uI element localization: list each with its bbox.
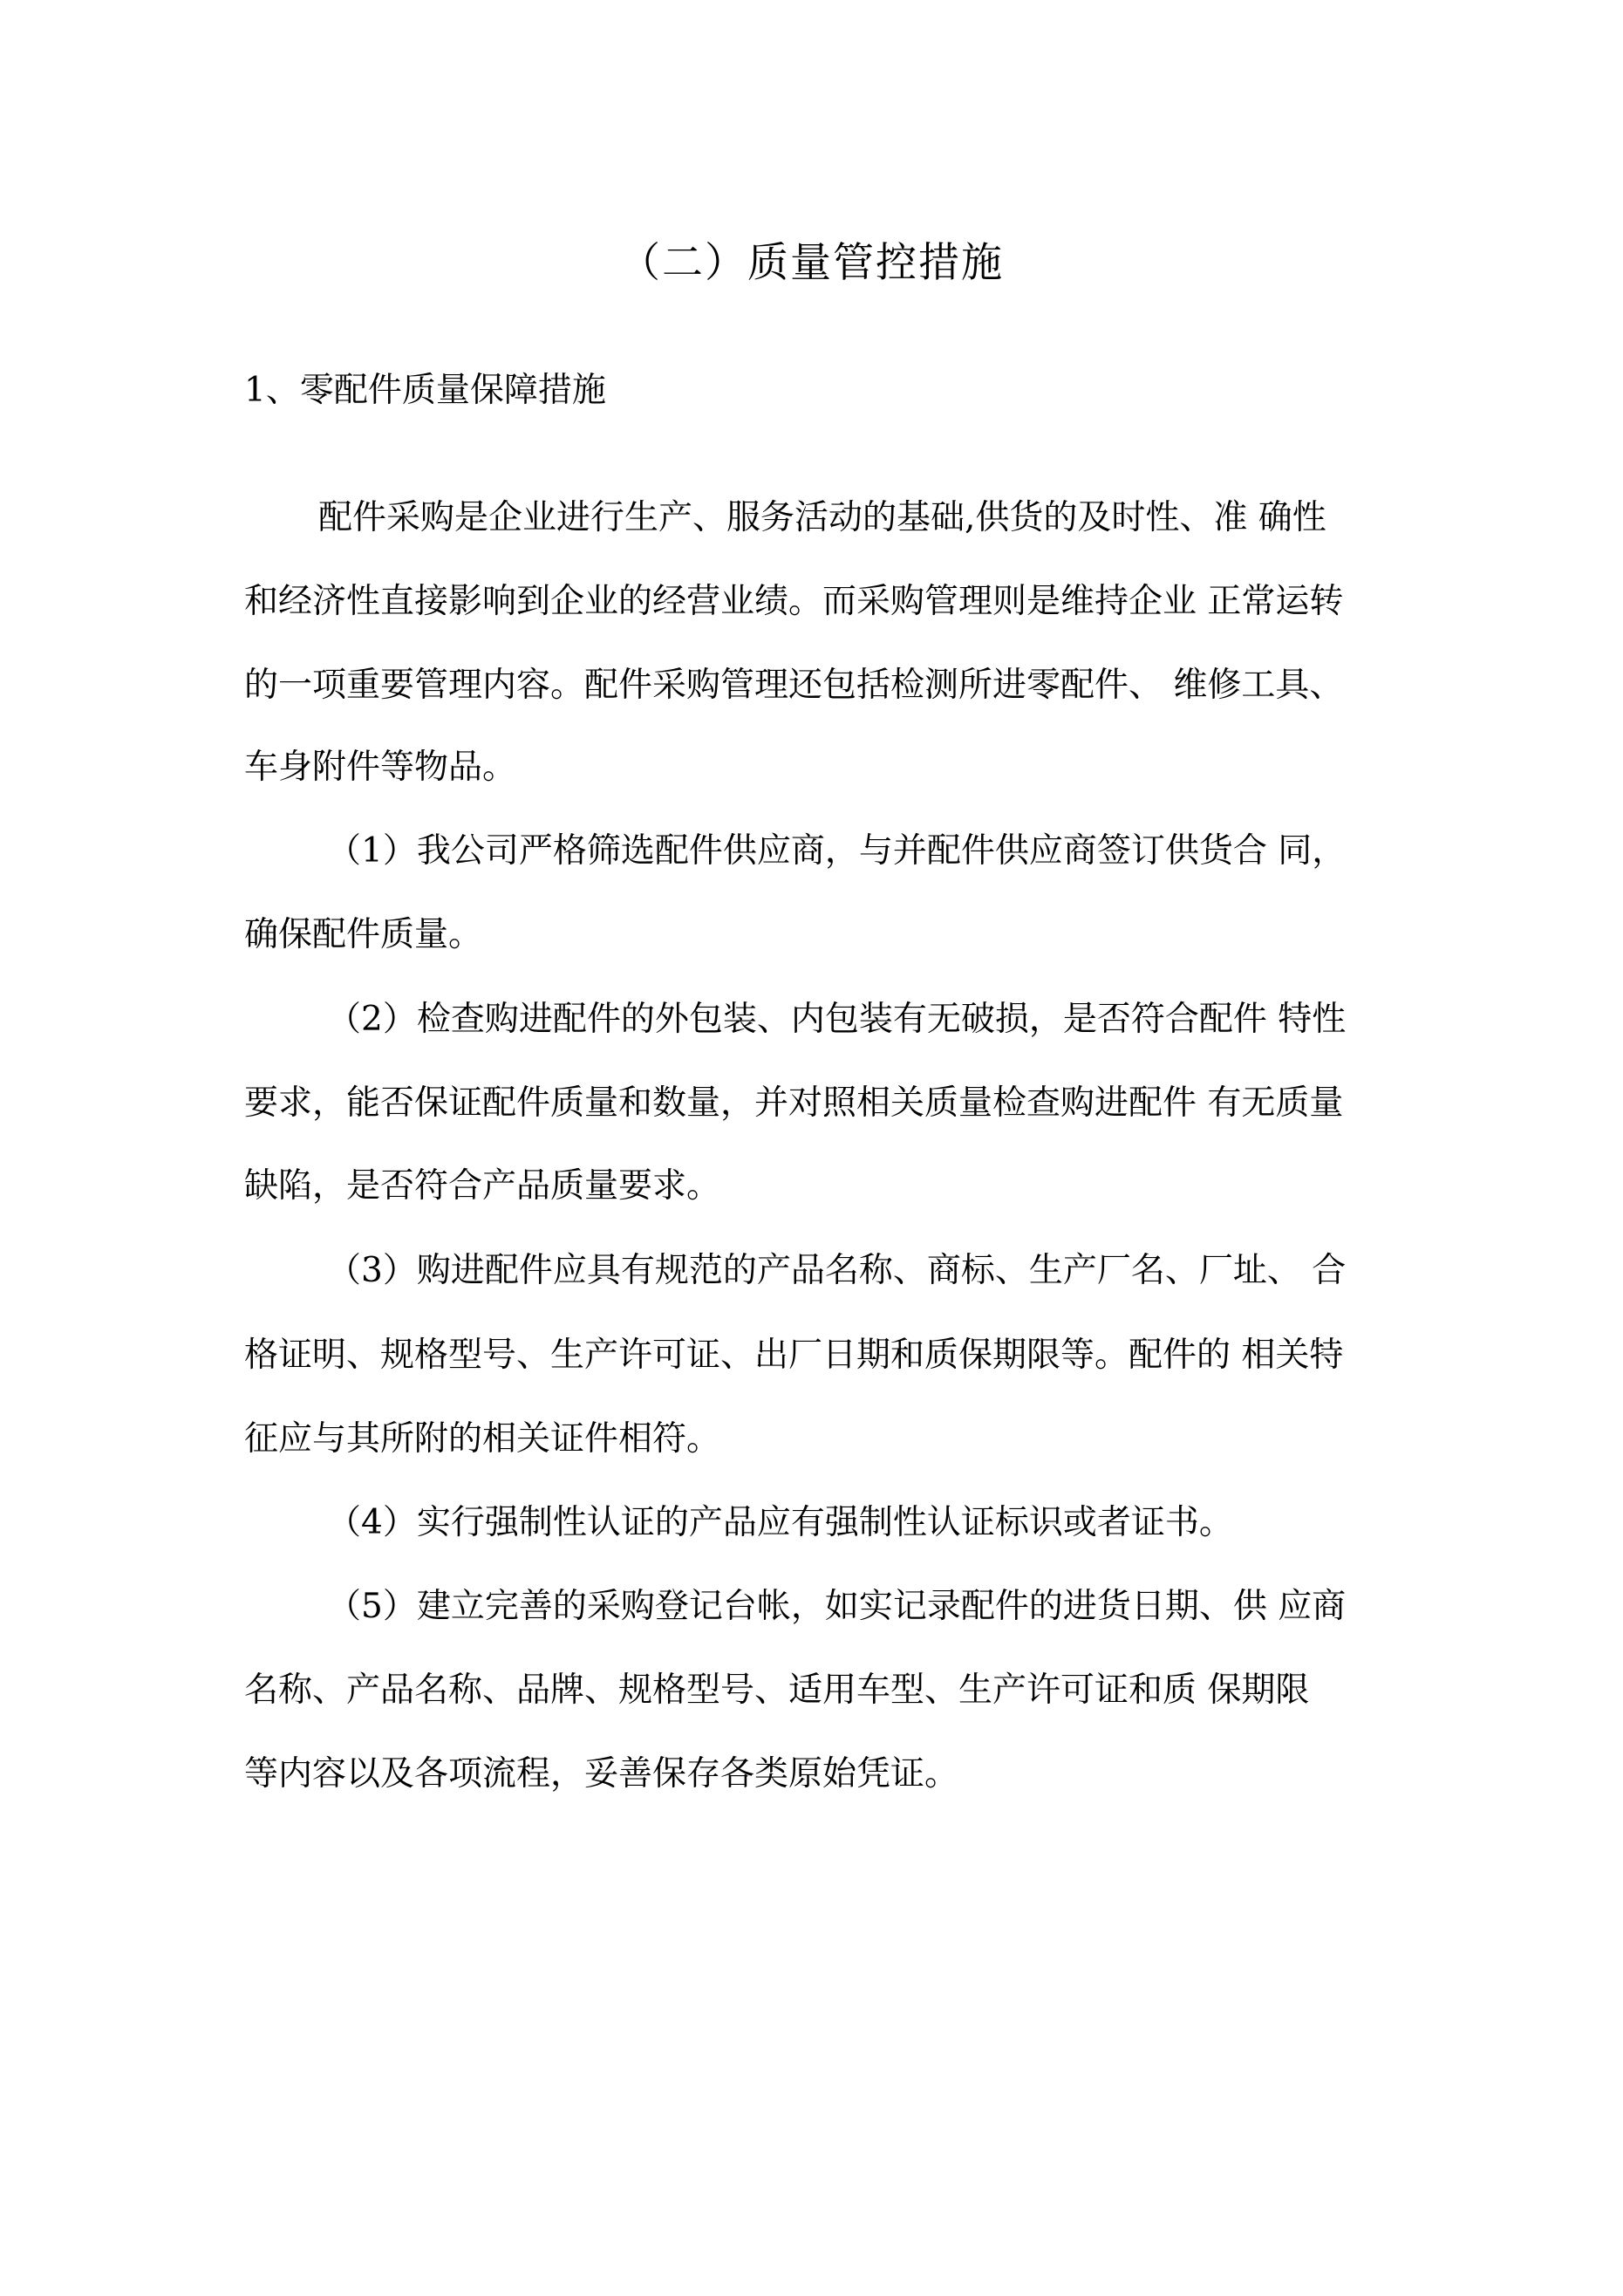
paragraph-1-line-2: 和经济性直接影响到企业的经营业绩。而采购管理则是维持企业 正常运转 [244, 582, 1344, 621]
paragraph-2-line-2: 确保配件质量。 [244, 915, 483, 954]
paragraph-6-line-3: 等内容以及各项流程，妥善保存各类原始凭证。 [244, 1754, 959, 1794]
paragraph-1-line-1: 配件采购是企业进行生产、服务活动的基础,供货的及时性、准 确性 [318, 498, 1326, 537]
paragraph-1-line-3: 的一项重要管理内容。配件采购管理还包括检测所进零配件、 维修工具、 [244, 666, 1344, 705]
paragraph-2-line-1: （1）我公司严格筛选配件供应商，与并配件供应商签订供货合 同， [327, 831, 1347, 871]
paragraph-1-line-4: 车身附件等物品。 [244, 748, 517, 787]
paragraph-3-line-2: 要求，能否保证配件质量和数量，并对照相关质量检查购进配件 有无质量 [244, 1083, 1344, 1123]
paragraph-3-line-3: 缺陷，是否符合产品质量要求。 [244, 1166, 721, 1206]
page-title: （二）质量管控措施 [619, 239, 1004, 287]
paragraph-6-line-2: 名称、产品名称、品牌、规格型号、适用车型、生产许可证和质 保期限 [244, 1671, 1310, 1710]
section-heading: 1、零配件质量保障措施 [244, 371, 606, 410]
paragraph-5-line-1: （4）实行强制性认证的产品应有强制性认证标识或者证书。 [327, 1503, 1233, 1542]
paragraph-6-line-1: （5）建立完善的采购登记台帐，如实记录配件的进货日期、供 应商 [327, 1587, 1347, 1626]
paragraph-4-line-1: （3）购进配件应具有规范的产品名称、商标、生产厂名、厂址、 合 [327, 1251, 1347, 1290]
paragraph-4-line-3: 征应与其所附的相关证件相符。 [244, 1419, 721, 1459]
paragraph-3-line-1: （2）检查购进配件的外包装、内包装有无破损，是否符合配件 特性 [327, 1000, 1347, 1039]
paragraph-4-line-2: 格证明、规格型号、生产许可证、出厂日期和质保期限等。配件的 相关特 [244, 1336, 1344, 1375]
